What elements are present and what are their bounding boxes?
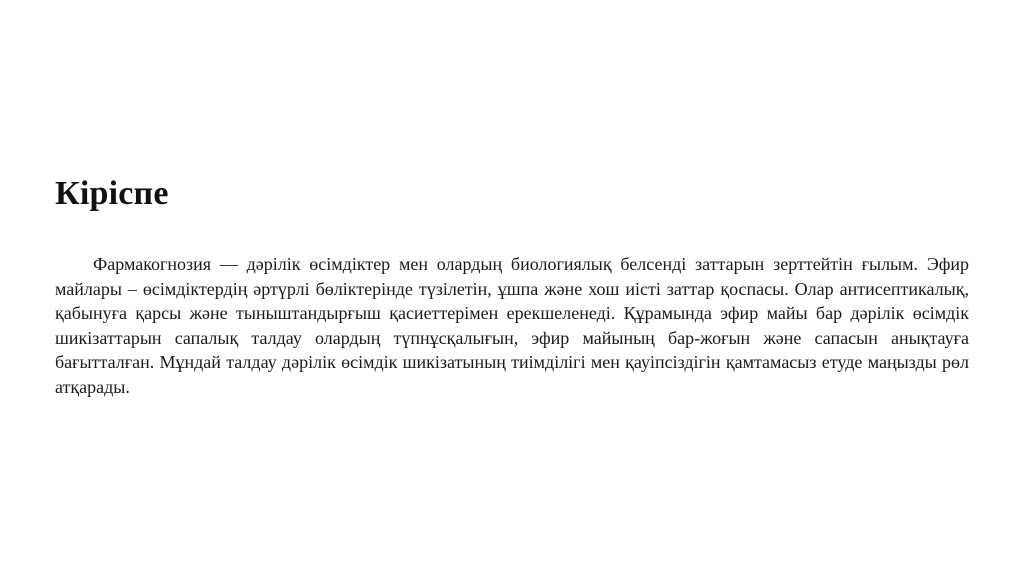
slide-paragraph: Фармакогнозия — дәрілік өсімдіктер мен олардың биологиялық белсенді заттарын зерттейтін ғылым. Эфир майлары – өсімдіктердің әртүрлі бөліктерінде түзілетін, ұшпа және хош иісті заттар қоспасы. Олар антисептикалық, қабынуға қарсы және тыныштандырғыш қасиеттерімен ерекшеленеді. Құрамында эфир майы бар дәрілік өсімдік шикізаттарын сапалық талдау олардың түпнұсқалығын, эфир майының бар-жоғын және сапасын анықтауға бағытталған. Мұндай талдау дәрілік өсімдік шикізатының тиімділігі мен қауіпсіздігін қамтамасыз етуде маңызды рөл атқарады. — [55, 254, 969, 397]
slide-title: Кіріспе — [55, 175, 169, 212]
